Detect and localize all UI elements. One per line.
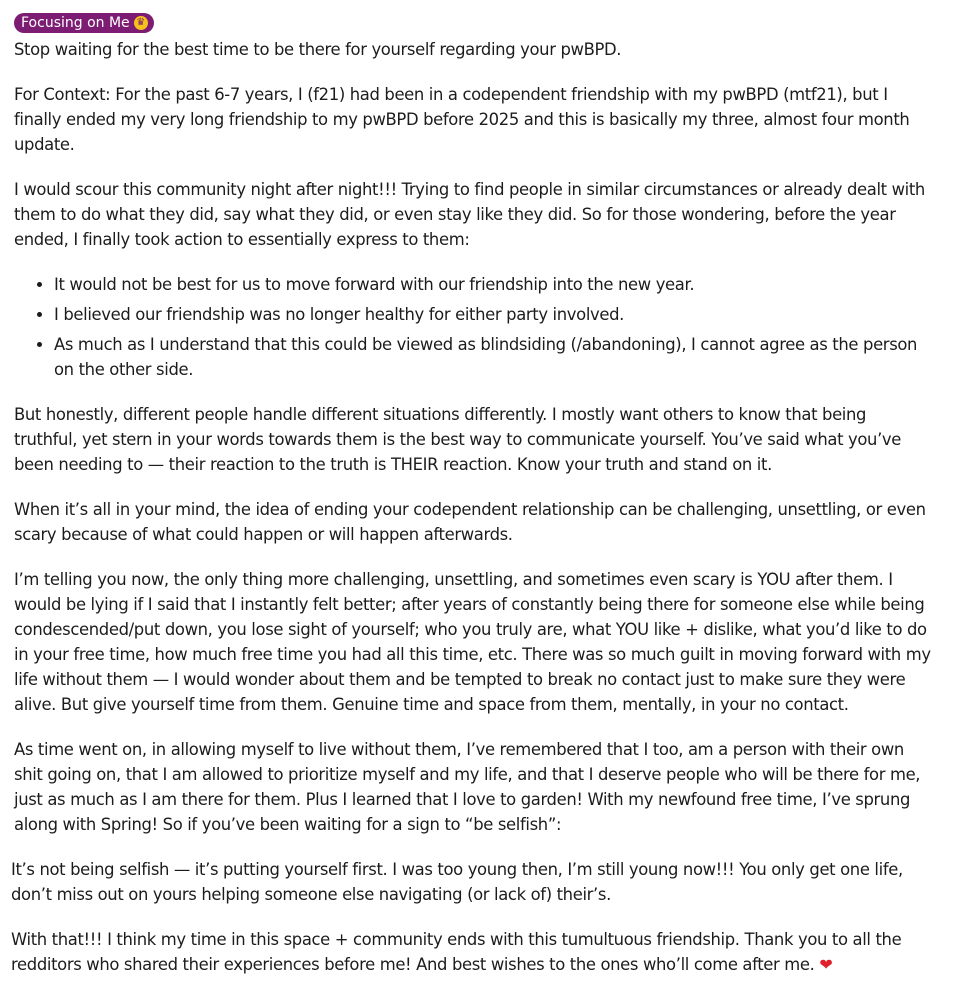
paragraph-community: I would scour this community night after night!!! Trying to find people in similar circumstances or already dealt with them to do what they did, say what they did, or even stay like they did. So for those wondering, before the year ended, I finally took action to essentially express to them: bbox=[14, 180, 925, 249]
bullet-list bbox=[14, 272, 934, 382]
paragraph-time-went-on: As time went on, in allowing myself to live without them, I’ve remembered that I too, am a person with their own shit going on, that I am allowed to prioritize myself and my life, and that I deserve people who will be there for me, just as much as I am there for them. Plus I learned that I love to garden! With my newfound free time, I’ve sprung along with Spring! So if you’ve been waiting for a sign to “be selfish”: bbox=[14, 740, 921, 834]
paragraph-closing bbox=[11, 927, 937, 977]
post-text bbox=[11, 37, 934, 997]
post-title-line: Stop waiting for the best time to be there for yourself regarding your pwBPD. bbox=[14, 40, 622, 59]
closing-text: With that!!! I think my time in this space + community ends with this tumultuous friendship. Thank you to all the redditors who shared their experiences before me! And best wishes to the ones who’ll come after me. bbox=[11, 930, 902, 974]
crown-emoji-icon: ♛ bbox=[134, 16, 148, 30]
paragraph-context: For Context: For the past 6-7 years, I (f21) had been in a codependent friendship with my pwBPD (mtf21), but I finally ended my very long friendship to my pwBPD before 2025 and this is basically my three, almost four month update. bbox=[14, 85, 910, 154]
list-item: • It would not be best for us to move forward with our friendship into the new year. bbox=[54, 272, 934, 297]
paragraph-mind: When it’s all in your mind, the idea of ending your codependent relationship can be challenging, unsettling, or even scary because of what could happen or will happen afterwards. bbox=[14, 500, 926, 544]
post-flair-badge[interactable] bbox=[14, 13, 154, 33]
heart-emoji-icon: ❤ bbox=[819, 955, 833, 974]
paragraph-not-selfish: It’s not being selfish — it’s putting yourself first. I was too young then, I’m still young now!!! You only get one life, don’t miss out on yours helping someone else navigating (or lack of) their’s. bbox=[11, 860, 903, 904]
flair-label: Focusing on Me bbox=[21, 15, 130, 31]
paragraph-honestly: But honestly, different people handle different situations differently. I mostly want others to know that being truthful, yet stern in your words towards them is the best way to communicate yourself. You’ve said what you’ve been needing to — their reaction to the truth is THEIR reaction. Know your truth and stand on it. bbox=[14, 405, 902, 474]
list-item: • As much as I understand that this could be viewed as blindsiding (/abandoning), I cannot agree as the person on the other side. bbox=[54, 332, 934, 382]
paragraph-telling-you: I’m telling you now, the only thing more challenging, unsettling, and sometimes even scary is YOU after them. I would be lying if I said that I instantly felt better; after years of constantly being there for someone else while being condescended/put down, you lose sight of yourself; who you truly are, what YOU like + dislike, what you’d like to do in your free time, how much free time you had all this time, etc. There was so much guilt in moving forward with my life without them — I would wonder about them and be tempted to break no contact just to make sure they were alive. But give yourself time from them. Genuine time and space from them, mentally, in your no contact. bbox=[14, 570, 931, 714]
list-item: • I believed our friendship was no longer healthy for either party involved. bbox=[54, 302, 934, 327]
